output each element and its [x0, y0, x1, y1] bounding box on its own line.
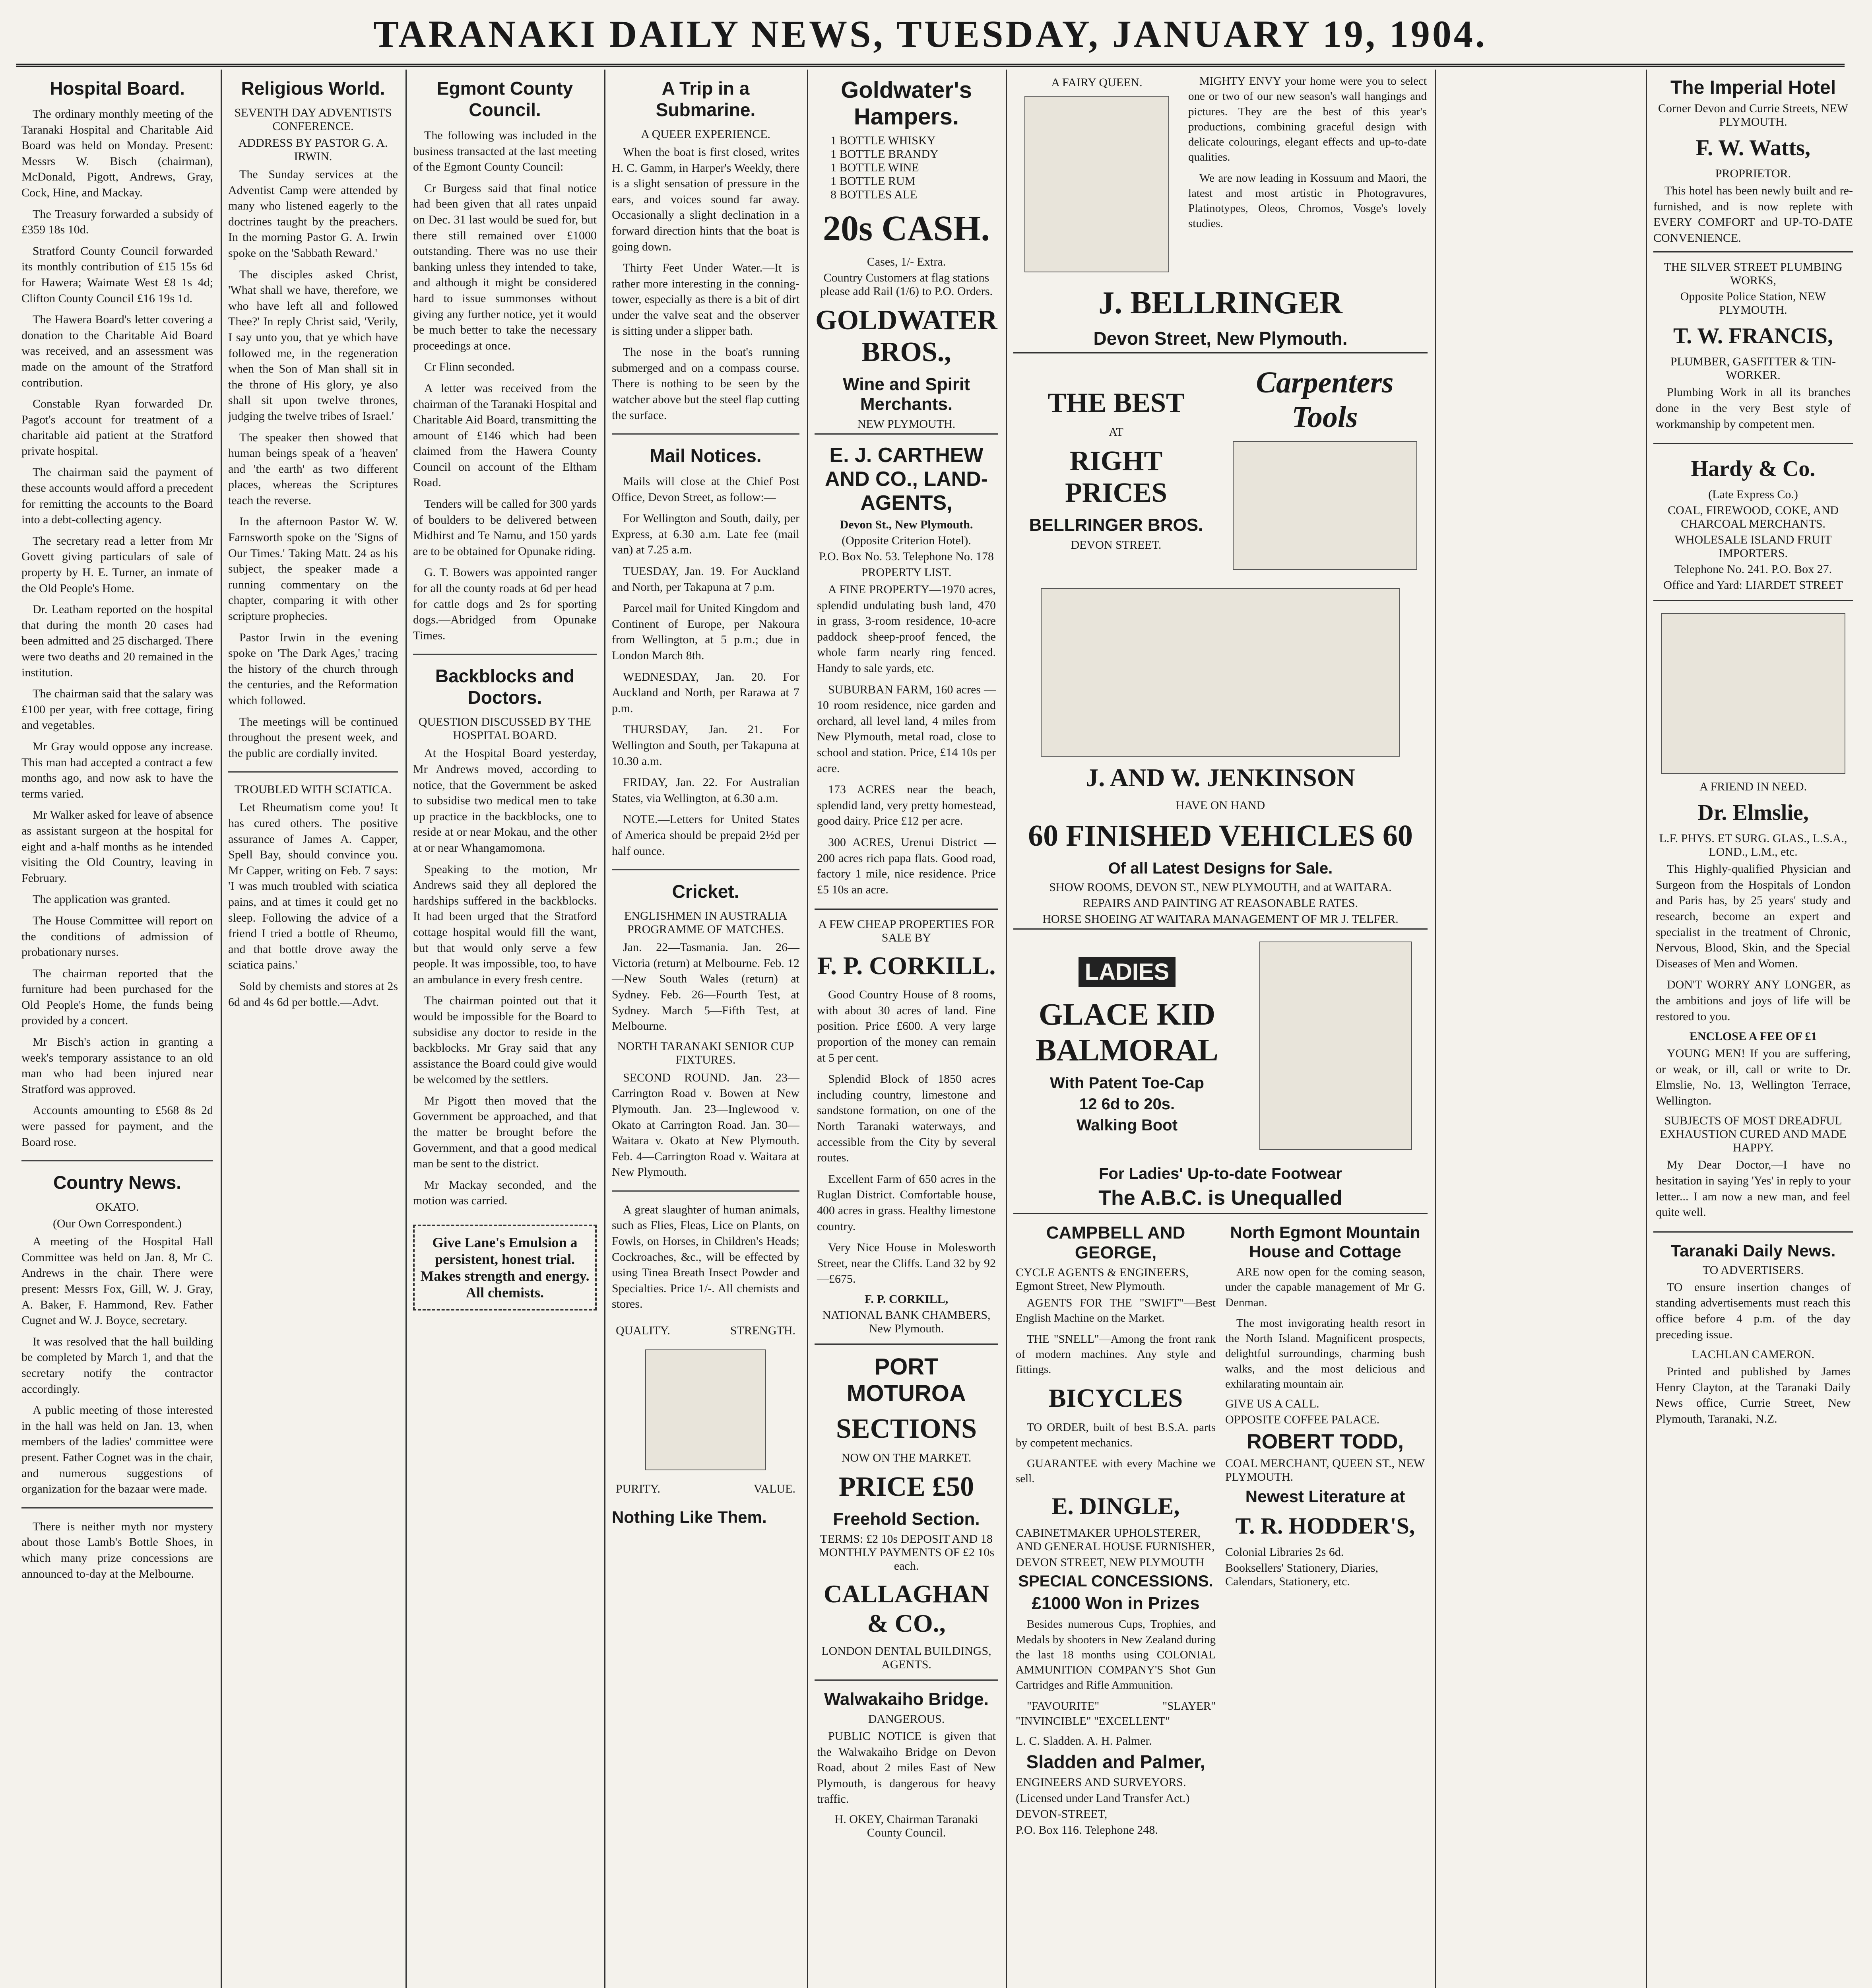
paragraph: Accounts amounting to £568 8s 2d were passed for payment, and the Board rose.: [21, 1104, 213, 1149]
paragraph: In the afternoon Pastor W. W. Farnsworth spoke on the 'Signs of Our Times.' Taking Matt. 24 as his subject, the speaker made a running commentary on the chapter, comparing it with other scripture prophecies.: [228, 515, 398, 623]
paragraph: The ordinary monthly meeting of the Taranaki Hospital and Charitable Aid Board was held on Monday. Present: Messrs W. Bisch (chairman), McDonald, Pigott, Andrews, Gray, Cock, Hine, and Mackay.: [21, 107, 213, 199]
masthead: TARANAKI DAILY NEWS, TUESDAY, JANUARY 19, 1904.: [16, 12, 1845, 67]
ad-text: H. OKEY, Chairman Taranaki County Council.: [834, 1812, 978, 1839]
paragraph: TUESDAY, Jan. 19. For Auckland and North, per Takapuna at 7 p.m.: [612, 565, 799, 594]
paragraph: This Highly-qualified Physician and Surgeon from the Hospitals of London and Paris has, by 25 years' study and research, become an expert and specialist in the treatment of Chronic, Nervous, Blood, Skin, and the Special Diseases of Men and Women.: [1656, 862, 1851, 970]
brand: CAMPBELL AND GEORGE,: [1046, 1223, 1185, 1262]
column-hospital-board: [16, 74, 219, 1988]
paragraph: Good Country House of 8 rooms, with about 30 acres of land. Fine position. Price £600. A very large proportion of the money can remain at 5 per cent.: [817, 988, 996, 1064]
paragraph: ARE now open for the coming season, under the capable management of Mr G. Denman.: [1225, 1266, 1425, 1309]
caption: A FAIRY QUEEN.: [1051, 76, 1143, 89]
ad-text: (Opposite Criterion Hotel).: [842, 534, 971, 547]
brand: Dr. Elmslie,: [1697, 800, 1809, 825]
paragraph: The chairman pointed out that it would be impossible for the Board to subsidise any doctor to reside in the backblocks. Mr Gray said that any assistance the Board could give would be welcomed by the settlers.: [413, 994, 597, 1086]
ad-text: HORSE SHOEING AT WAITARA MANAGEMENT OF MR J. TELFER.: [1042, 912, 1399, 926]
paragraph: Mr Bisch's action in granting a week's temporary assistance to an old man who had been injured near Stratford was approved.: [21, 1035, 213, 1096]
ad-text: NOW ON THE MARKET.: [841, 1451, 972, 1464]
paragraph: PUBLIC NOTICE is given that the Walwakaiho Bridge on Devon Road, about 2 miles East of New Plymouth, is dangerous for heavy traffic.: [817, 1729, 996, 1806]
ad-text: TO ADVERTISERS.: [1702, 1263, 1804, 1277]
ad-text: Devon Street, New Plymouth.: [1093, 328, 1348, 349]
paragraph: NOTE.—Letters for United States of America should be prepaid 2½d per half ounce.: [612, 813, 799, 858]
price: 20s CASH.: [823, 209, 990, 248]
paragraph: Let Rheumatism come you! It has cured others. The positive assurance of James A. Capper, Spell Bay, should convince you. Mr Capper, writing on Feb. 7 says: 'I was much troubled with sciatica pains, and at times it could get no sleep. Following the advice of a friend I tried a bottle of Rheumo, and that bottle drove away the sciatica pains.': [228, 801, 398, 972]
ad-title: GLACE KID BALMORAL: [1036, 997, 1218, 1067]
paragraph: For Wellington and South, daily, per Express, at 6.30 a.m. Late fee (mail van) at 7.25 a.m.: [612, 512, 799, 557]
paragraph: Mr Mackay seconded, and the motion was carried.: [413, 1178, 597, 1208]
ad-text: AT: [1109, 425, 1123, 439]
ad-title: The A.B.C. is Unequalled: [1098, 1186, 1342, 1209]
ad-title: PORT MOTUROA: [847, 1353, 966, 1406]
column-rule: [1435, 70, 1436, 1988]
ad-text: PROPRIETOR.: [1715, 167, 1791, 180]
paragraph: The application was granted.: [33, 893, 171, 906]
ad-text: Of all Latest Designs for Sale.: [1108, 860, 1333, 877]
paragraph: The most invigorating health resort in the North Island. Magnificent prospects, delightful surroundings, charming bush walks, and the most delicious and exhilarating mountain air.: [1225, 1316, 1425, 1390]
ad-text: Country Customers at flag stations please add Rail (1/6) to P.O. Orders.: [820, 271, 993, 298]
ad-text: Walking Boot: [1076, 1116, 1178, 1134]
carpenters-tools-lettering: Carpenters Tools: [1256, 366, 1394, 434]
column-religious-world: [223, 74, 403, 1988]
ad-text: DEVON STREET, NEW PLYMOUTH: [1016, 1556, 1205, 1569]
paragraph: The secretary read a letter from Mr Govett giving particulars of sale of property by H. E. Turner, an inmate of the Old People's Home.: [21, 534, 213, 595]
column-egmont-council: [407, 74, 602, 1988]
ad-text: DANGEROUS.: [868, 1712, 945, 1726]
section-title: Mail Notices.: [650, 445, 762, 466]
paragraph: The Hawera Board's letter covering a donation to the Charitable Aid Board was received, and an assessment was made on the amount of the Stratford contribution.: [21, 313, 213, 389]
ad-title: RIGHT PRICES: [1065, 446, 1167, 508]
ad-text: ENGINEERS AND SURVEYORS.: [1016, 1776, 1186, 1789]
quality-label: QUALITY.: [616, 1324, 670, 1338]
ad-title: THE BEST: [1048, 388, 1185, 418]
bellringer-ad: [1013, 74, 1428, 279]
agent-name: CALLAGHAN & CO.,: [823, 1579, 989, 1637]
list-item: 8 BOTTLES ALE: [830, 188, 918, 201]
subheading: QUESTION DISCUSSED BY THE HOSPITAL BOARD.: [418, 715, 592, 742]
brand: ROBERT TODD,: [1247, 1430, 1404, 1454]
ad-text: SHOW ROOMS, DEVON ST., NEW PLYMOUTH, and at WAITARA.: [1049, 881, 1392, 894]
divider: [612, 869, 799, 870]
strength-label: STRENGTH.: [730, 1324, 795, 1338]
ad-text: Devon St., New Plymouth.: [840, 518, 973, 531]
ad-title: Freehold Section.: [833, 1509, 980, 1529]
quality-row: [616, 1324, 795, 1338]
paragraph: SECOND ROUND. Jan. 23—Carrington Road v. Bowen at New Plymouth. Jan. 23—Inglewood v. Okato at Carrington Road. Jan. 30—Waitara v. Okato at New Plymouth. Feb. 4—Carrington Road v. Waitara at New Plymouth.: [612, 1071, 799, 1179]
paragraph: SUBURBAN FARM, 160 acres — 10 room residence, nice garden and orchard, all level land, 4 miles from New Plymouth, metal road, close to school and station. Price, £14 10s per acre.: [817, 683, 996, 775]
paragraph: FRIDAY, Jan. 22. For Australian States, via Wellington, at 6.30 a.m.: [612, 776, 799, 805]
ad-title: Walwakaiho Bridge.: [824, 1689, 989, 1709]
ad-text: A FEW CHEAP PROPERTIES FOR SALE BY: [818, 918, 995, 945]
column-submarine: [606, 74, 805, 1988]
paragraph: The speaker then showed that human beings speak of a 'heaven' and 'the earth' as two different places, whereas the Scriptures teach the reverse.: [228, 431, 398, 507]
divider: [21, 1507, 213, 1508]
boot-illustration: [1259, 942, 1412, 1150]
paragraph: TO ORDER, built of best B.S.A. parts by competent mechanics.: [1016, 1421, 1216, 1449]
paragraph: Stratford County Council forwarded its monthly contribution of £15 15s 6d for Hawera; Waimate West £8 1s 4d; Clifton County Council £16 19s 1d.: [21, 244, 213, 305]
divider: [612, 1190, 799, 1192]
paragraph: Cr Burgess said that final notice had been given that all rates unpaid on Dec. 31 last would be sued for, but there still remained over £1000 outstanding. There was no use their banking unless they intended to take, and although it might be considered hard to issue summonses without giving any further notice, yet it would be much better to take the necessary proceedings at once.: [413, 181, 597, 352]
paragraph: Mr Gray would oppose any increase. This man had accepted a contract a few months ago, and now ask to have the terms varied.: [21, 740, 213, 800]
paragraph: Dr. Leatham reported on the hospital that during the month 20 cases had been admitted and 25 discharged. There were two deaths and 20 remained in the institution.: [21, 603, 213, 679]
ad-text: GIVE US A CALL.: [1225, 1397, 1319, 1411]
ad-title: SPECIAL CONCESSIONS.: [1018, 1573, 1213, 1590]
section-title: Country News.: [53, 1172, 182, 1193]
paragraph: Tenders will be called for 300 yards of boulders to be delivered between Midhirst and Te Namu, and 150 yards are to be obtained for Opunake riding.: [413, 497, 597, 558]
article-title: Hospital Board.: [50, 78, 185, 99]
article-title: Religious World.: [241, 78, 385, 99]
purity-row: [616, 1482, 795, 1496]
ad-text: PROPERTY LIST.: [861, 566, 952, 579]
column-rule: [221, 70, 222, 1988]
divider: [21, 1160, 213, 1161]
paragraph: When the boat is first closed, writes H. C. Gamm, in Harper's Weekly, there is a slight sensation of pressure in the ears, and voices sound far away. Occasionally a slight declination in a forward direction hints that the boat is going down.: [612, 146, 799, 253]
paragraph: Parcel mail for United Kingdom and Continent of Europe, per Nakoura from Wellington, at 5 p.m.; due in London March 8th.: [612, 602, 799, 662]
paragraph: THE "SNELL"—Among the front rank of modern machines. Any style and fittings.: [1016, 1332, 1216, 1376]
ad-text: NEW PLYMOUTH.: [857, 417, 956, 431]
paragraph: Sold by chemists and stores at 2s 6d and 4s 6d per bottle.—Advt.: [228, 979, 398, 1009]
paragraph: Constable Ryan forwarded Dr. Pagot's account for treatment of a charitable aid patient at the Stratford private hospital.: [21, 397, 213, 458]
paragraph: A letter was received from the chairman of the Taranaki Hospital and Charitable Aid Board, transmitting the amount of £146 which had been claimed from the Hawera County Council on account of the Eltham Road.: [413, 381, 597, 489]
ad-text: Colonial Libraries 2s 6d.: [1225, 1545, 1344, 1559]
ad-title: £1000 Won in Prizes: [1032, 1594, 1200, 1613]
ad-text: Give Lane's Emulsion a persistent, honest trial. Makes strength and energy. All chemists.: [420, 1235, 590, 1301]
ad-text: For Ladies' Up-to-date Footwear: [1099, 1165, 1342, 1182]
paragraph: The following was included in the business transacted at the last meeting of the Egmont County Council:: [413, 129, 597, 174]
paragraph: G. T. Bowers was appointed ranger for all the county roads at 6d per head for cattle dogs and 2s for sporting dogs.—Abridged from Opunake Times.: [413, 566, 597, 642]
ad-text: OPPOSITE COFFEE PALACE.: [1225, 1413, 1380, 1427]
subheading: NORTH TARANAKI SENIOR CUP FIXTURES.: [617, 1039, 794, 1066]
ad-text: PLUMBER, GASFITTER & TIN-WORKER.: [1670, 355, 1836, 382]
paragraph: The meetings will be continued throughout the present week, and the public are cordially invited.: [228, 715, 398, 760]
ad-text: LONDON DENTAL BUILDINGS, AGENTS.: [821, 1644, 991, 1671]
ad-text: LACHLAN CAMERON.: [1692, 1348, 1815, 1361]
paragraph: Jan. 22—Tasmania. Jan. 26—Victoria (return) at Melbourne. Feb. 12—New South Wales (return) at Sydney. Feb. 26—Fourth Test, at Sydney. March 5—Fifth Test, at Melbourne.: [612, 941, 799, 1033]
brand: T. W. FRANCIS,: [1673, 324, 1833, 349]
paragraph: Besides numerous Cups, Trophies, and Medals by shooters in New Zealand during the last 18 months using COLONIAL AMMUNITION COMPANY'S Shot Gun Cartridges and Rifle Ammunition.: [1016, 1618, 1216, 1692]
purity-label: PURITY.: [616, 1482, 660, 1496]
ad-text: L. C. Sladden. A. H. Palmer.: [1016, 1734, 1152, 1748]
ad-text: (Late Express Co.): [1708, 488, 1798, 501]
ad-text: SUBJECTS OF MOST DREADFUL EXHAUSTION CURED AND MADE HAPPY.: [1660, 1114, 1847, 1155]
paragraph: Mails will close at the Chief Post Office, Devon Street, as follow:—: [612, 475, 799, 504]
paragraph: Speaking to the motion, Mr Andrews said they all deplored the hardships suffered in the backblocks. It had been urged that the Stratford cottage hospital would fill the want, but that would only serve a few people. It was impossible, too, to have an ambulance in every fresh centre.: [413, 862, 597, 986]
emulsion-ad: [413, 1225, 597, 1310]
agent-name: E. J. CARTHEW AND CO., LAND-AGENTS,: [824, 444, 988, 514]
brand: T. R. HODDER'S,: [1235, 1513, 1415, 1539]
column-right-ads: [1648, 74, 1858, 1988]
ad-text: Corner Devon and Currie Streets, NEW PLYMOUTH.: [1658, 102, 1849, 128]
ad-title: Taranaki Daily News.: [1670, 1241, 1836, 1260]
price: 12 6d to 20s.: [1079, 1095, 1175, 1113]
paragraph: 173 ACRES near the beach, splendid land, very pretty homestead, good dairy. Price £12 per acre.: [817, 783, 996, 828]
ad-title: SECTIONS: [836, 1413, 977, 1444]
subheading: SEVENTH DAY ADVENTISTS CONFERENCE.: [234, 106, 392, 133]
brand: Sladden and Palmer,: [1026, 1751, 1205, 1773]
subheading: ADDRESS BY PASTOR G. A. IRWIN.: [238, 136, 388, 163]
column-rule: [807, 70, 808, 1988]
ad-text: P.O. Box 116. Telephone 248.: [1016, 1823, 1158, 1837]
ad-text: L.F. PHYS. ET SURG. GLAS., L.S.A., LOND., L.M., etc.: [1659, 832, 1847, 859]
paragraph: The disciples asked Christ, 'What shall we have, therefore, we who have left all and followed Thee?' In reply Christ said, 'Verily, I say unto you, that ye which have followed me, in the regeneration when the Son of Man shall sit in the throne of His glory, ye also shall sit upon twelve thrones, judging the twelve tribes of Israel.': [228, 268, 398, 423]
tools-illustration: [1233, 441, 1417, 570]
paragraph: Mr Pigott then moved that the Government be approached, and that the matter be brought before the Government, and that a good medical man be sent to the district.: [413, 1094, 597, 1171]
paragraph: A FINE PROPERTY—1970 acres, splendid undulating bush land, 470 in grass, 3-room residence, 10-acre paddock sheep-proof fenced, the whole farm nearly ring fenced. Handy to sale yards, etc.: [817, 583, 996, 675]
ad-text: HAVE ON HAND: [1176, 799, 1265, 812]
ad-text: (Licensed under Land Transfer Act.): [1016, 1792, 1190, 1805]
paragraph: GUARANTEE with every Machine we sell.: [1016, 1457, 1216, 1485]
ad-title: 60 FINISHED VEHICLES 60: [1028, 819, 1413, 852]
paragraph: The Treasury forwarded a subsidy of £359 18s 10d.: [21, 207, 213, 237]
paragraph: "FAVOURITE" "SLAYER" "INVINCIBLE" "EXCELLENT": [1016, 1699, 1216, 1728]
ad-text: NATIONAL BANK CHAMBERS, New Plymouth.: [822, 1308, 991, 1335]
ad-text: DEVON-STREET,: [1016, 1807, 1108, 1821]
ad-text: Office and Yard: LIARDET STREET: [1663, 579, 1843, 592]
paragraph: A meeting of the Hospital Hall Committee was held on Jan. 8, Mr C. Andrews in the chair. There were present: Messrs Fox, Gill, W. J. Gray, A. Baker, F. Hammond, Rev. Father Cugnet and W. J. Boyce, secretary.: [21, 1235, 213, 1327]
article-title: A Trip in a Submarine.: [656, 78, 756, 120]
paragraph: 300 ACRES, Urenui District — 200 acres rich papa flats. Good road, factory 1 mile, nice residence. Price £5 10s an acre.: [817, 835, 996, 896]
column-advertisements: [1008, 74, 1433, 1988]
ad-title: North Egmont Mountain House and Cottage: [1230, 1223, 1420, 1261]
column-rule: [405, 70, 407, 1988]
tagline: Nothing Like Them.: [612, 1508, 767, 1527]
paragraph: Plumbing Work in all its branches done in the very Best style of workmanship by competent men.: [1656, 386, 1851, 431]
ad-text: COAL MERCHANT, QUEEN ST., NEW PLYMOUTH.: [1225, 1457, 1425, 1484]
hamper-list: [830, 134, 982, 202]
advertisement-text: There is neither myth nor mystery about those Lamb's Bottle Shoes, in which many prize concessions are announced to-day at the Melbourne.: [21, 1520, 213, 1580]
ad-title: Newest Literature at: [1245, 1487, 1405, 1506]
ad-title: Goldwater's Hampers.: [841, 77, 972, 130]
imprint: Printed and published by James Henry Clayton, at the Taranaki Daily News office, Currie Street, New Plymouth, Taranaki, N.Z.: [1656, 1365, 1851, 1425]
ad-title: BICYCLES: [1048, 1384, 1183, 1413]
ladies-label: LADIES: [1079, 957, 1176, 987]
paragraph: Mr Walker asked for leave of absence as assistant surgeon at the hospital for eight and a-half months as he intended visiting the Old Country, leaving in February.: [21, 808, 213, 885]
divider: [228, 771, 398, 773]
subheading: ENGLISHMEN IN AUSTRALIA PROGRAMME OF MATCHES.: [624, 909, 787, 936]
brand: E. DINGLE,: [1051, 1493, 1180, 1520]
brand: J. AND W. JENKINSON: [1086, 763, 1355, 792]
ad-text: Opposite Police Station, NEW PLYMOUTH.: [1680, 290, 1826, 317]
subheading: TROUBLED WITH SCIATICA.: [234, 783, 392, 796]
brand: GOLDWATER BROS.,: [815, 305, 997, 367]
ad-text: COAL, FIREWOOD, COKE, AND CHARCOAL MERCHANTS.: [1668, 504, 1839, 531]
divider: [612, 433, 799, 435]
brand-sub: Wine and Spirit Merchants.: [843, 375, 970, 414]
paragraph: We are now leading in Kossuum and Maori, the latest and most artistic in Photogravures, Platinotypes, Oleos, Chromos, Vosge's lovely studies.: [1188, 171, 1427, 230]
paragraph: YOUNG MEN! If you are suffering, or weak, or ill, call or write to Dr. Elmslie, No. 13, Wellington Terrace, Wellington.: [1656, 1047, 1851, 1107]
column-rule: [1006, 70, 1007, 1988]
brand: Hardy & Co.: [1691, 456, 1816, 481]
list-item: 1 BOTTLE WINE: [830, 161, 919, 174]
paragraph: Cr Flinn seconded.: [424, 360, 515, 374]
paragraph: Thirty Feet Under Water.—It is rather more interesting in the conning-tower, especially as there is a bit of dirt under the valve seat and the observer is sitting under a slipper bath.: [612, 261, 799, 338]
paragraph: TO ensure insertion changes of standing advertisements must reach this office before 4 p.m. of the day preceding issue.: [1656, 1280, 1851, 1341]
carriage-illustration: [1041, 588, 1400, 757]
friend-illustration: [1661, 613, 1845, 774]
list-item: 1 BOTTLE RUM: [830, 175, 916, 188]
ad-text: Telephone No. 241. P.O. Box 27.: [1674, 563, 1832, 576]
paragraph: The nose in the boat's running submerged and on a compass course. There is nothing to be seen by the watcher above but the steel flap cutting the surface.: [612, 346, 799, 422]
column-goldwater: [809, 74, 1004, 1988]
paragraph: A great slaughter of human animals, such as Flies, Fleas, Lice on Plants, on Fowls, on Horses, in Children's Heads; Cockroaches, &c., will be effected by using Tinea Breath Insect Powder and Specialties. Price 1/-. All chemists and stores.: [612, 1203, 799, 1311]
paragraph: The House Committee will report on the conditions of admission of probationary nurses.: [21, 914, 213, 959]
paragraph: My Dear Doctor,—I have no hesitation in saying 'Yes' in reply to your letter... I am now a new man, and feel quite well.: [1656, 1158, 1851, 1219]
list-item: 1 BOTTLE WHISKY: [830, 134, 936, 147]
byline: (Our Own Correspondent.): [52, 1217, 182, 1231]
article-title: Backblocks and Doctors.: [435, 666, 575, 708]
paragraph: The Sunday services at the Adventist Camp were attended by many who listened eagerly to the doctrines taught by the preachers. In the morning Pastor G. A. Irwin spoke on the 'Sabbath Reward.': [228, 168, 398, 260]
brand: F. W. Watts,: [1696, 136, 1810, 160]
paragraph: WEDNESDAY, Jan. 20. For Auckland and North, per Rarawa at 7 p.m.: [612, 670, 799, 715]
divider: [413, 654, 597, 655]
paragraph: The chairman said the payment of these accounts would afford a precedent for remitting the accounts to the Board into a debt-collecting agency.: [21, 466, 213, 526]
ad-text: Cases, 1/- Extra.: [867, 255, 946, 268]
ad-text: F. P. CORKILL,: [864, 1292, 949, 1306]
ad-text: DEVON STREET.: [1071, 538, 1162, 551]
column-rule: [1646, 70, 1647, 1988]
paragraph: It was resolved that the hall building be completed by March 1, and that the secretary notify the contractor accordingly.: [21, 1335, 213, 1396]
fairy-illustration: [1024, 96, 1169, 272]
product-illustration: [645, 1349, 766, 1470]
ad-text: TERMS: £2 10s DEPOSIT AND 18 MONTHLY PAYMENTS OF £2 10s each.: [818, 1532, 995, 1573]
ad-text: P.O. Box No. 53. Telephone No. 178: [819, 550, 994, 563]
subheading: A QUEER EXPERIENCE.: [641, 128, 770, 141]
paragraph: This hotel has been newly built and re-furnished, and is now replete with EVERY COMFORT and UP-TO-DATE CONVENIENCE.: [1653, 184, 1853, 245]
paragraph: Splendid Block of 1850 acres including country, limestone and sandstone formation, on one of the North Taranaki waterways, and accessible from the City by several routes.: [817, 1072, 996, 1165]
price: PRICE £50: [838, 1471, 974, 1502]
ad-text: ENCLOSE A FEE OF £1: [1689, 1030, 1817, 1043]
ad-text: Booksellers' Stationery, Diaries, Calendars, Stationery, etc.: [1225, 1561, 1379, 1588]
ad-text: WHOLESALE ISLAND FRUIT IMPORTERS.: [1674, 533, 1832, 560]
section-title: Cricket.: [672, 881, 739, 902]
brand: J. BELLRINGER: [1098, 285, 1342, 320]
ad-text: With Patent Toe-Cap: [1050, 1074, 1204, 1092]
column-rule: [604, 70, 605, 1988]
ad-text: THE SILVER STREET PLUMBING WORKS,: [1664, 260, 1843, 287]
article-title: Egmont County Council.: [436, 78, 573, 120]
place-heading: OKATO.: [95, 1200, 139, 1214]
paragraph: Pastor Irwin in the evening spoke on 'The Dark Ages,' tracing the history of the church through the centuries, and the Reformation which followed.: [228, 631, 398, 707]
paragraph: DON'T WORRY ANY LONGER, as the ambitions and joys of life will be restored to you.: [1656, 978, 1851, 1023]
paragraph: The chairman said that the salary was £100 per year, with free cottage, firing and vegetables.: [21, 687, 213, 732]
brand: BELLRINGER BROS.: [1029, 515, 1203, 535]
paragraph: At the Hospital Board yesterday, Mr Andrews moved, according to notice, that the Government be asked to subsidise two medical men to take up practice in the backblocks, one to reside at or near Mokau, and the other at or near Whangamomona.: [413, 747, 597, 854]
caption: A FRIEND IN NEED.: [1699, 780, 1807, 794]
paragraph: A public meeting of those interested in the hall was held on Jan. 13, when members of the ladies' committee were present. Father Cognet was in the chair, and numerous suggestions of organization for the bazaar were made.: [21, 1404, 213, 1496]
ad-text: CYCLE AGENTS & ENGINEERS, Egmont Street, New Plymouth.: [1016, 1266, 1189, 1293]
ad-text: CABINETMAKER UPHOLSTERER, AND GENERAL HOUSE FURNISHER,: [1016, 1526, 1215, 1553]
paragraph: Very Nice House in Molesworth Street, near the Cliffs. Land 32 by 92—£675.: [817, 1241, 996, 1286]
paragraph: Excellent Farm of 650 acres in the Ruglan District. Comfortable house, 400 acres in grass. Healthy limestone country.: [817, 1172, 996, 1233]
paragraph: MIGHTY ENVY your home were you to select one or two of our new season's wall hangings and pictures. They are the best of this year's productions, combining graceful design with delicate colourings, elegant effects and up-to-date qualities.: [1188, 75, 1427, 164]
list-item: 1 BOTTLE BRANDY: [830, 148, 939, 161]
paragraph: AGENTS FOR THE "SWIFT"—Best English Machine on the Market.: [1016, 1297, 1216, 1325]
paragraph: THURSDAY, Jan. 21. For Wellington and South, per Takapuna at 10.30 a.m.: [612, 723, 799, 768]
agent-name: F. P. CORKILL.: [817, 951, 996, 980]
ad-title: The Imperial Hotel: [1670, 77, 1836, 98]
paragraph: The chairman reported that the furniture had been purchased for the Old People's Home, the funds being provided by a concert.: [21, 967, 213, 1027]
ad-text: REPAIRS AND PAINTING AT REASONABLE RATES.: [1082, 897, 1358, 910]
value-label: VALUE.: [753, 1482, 795, 1496]
